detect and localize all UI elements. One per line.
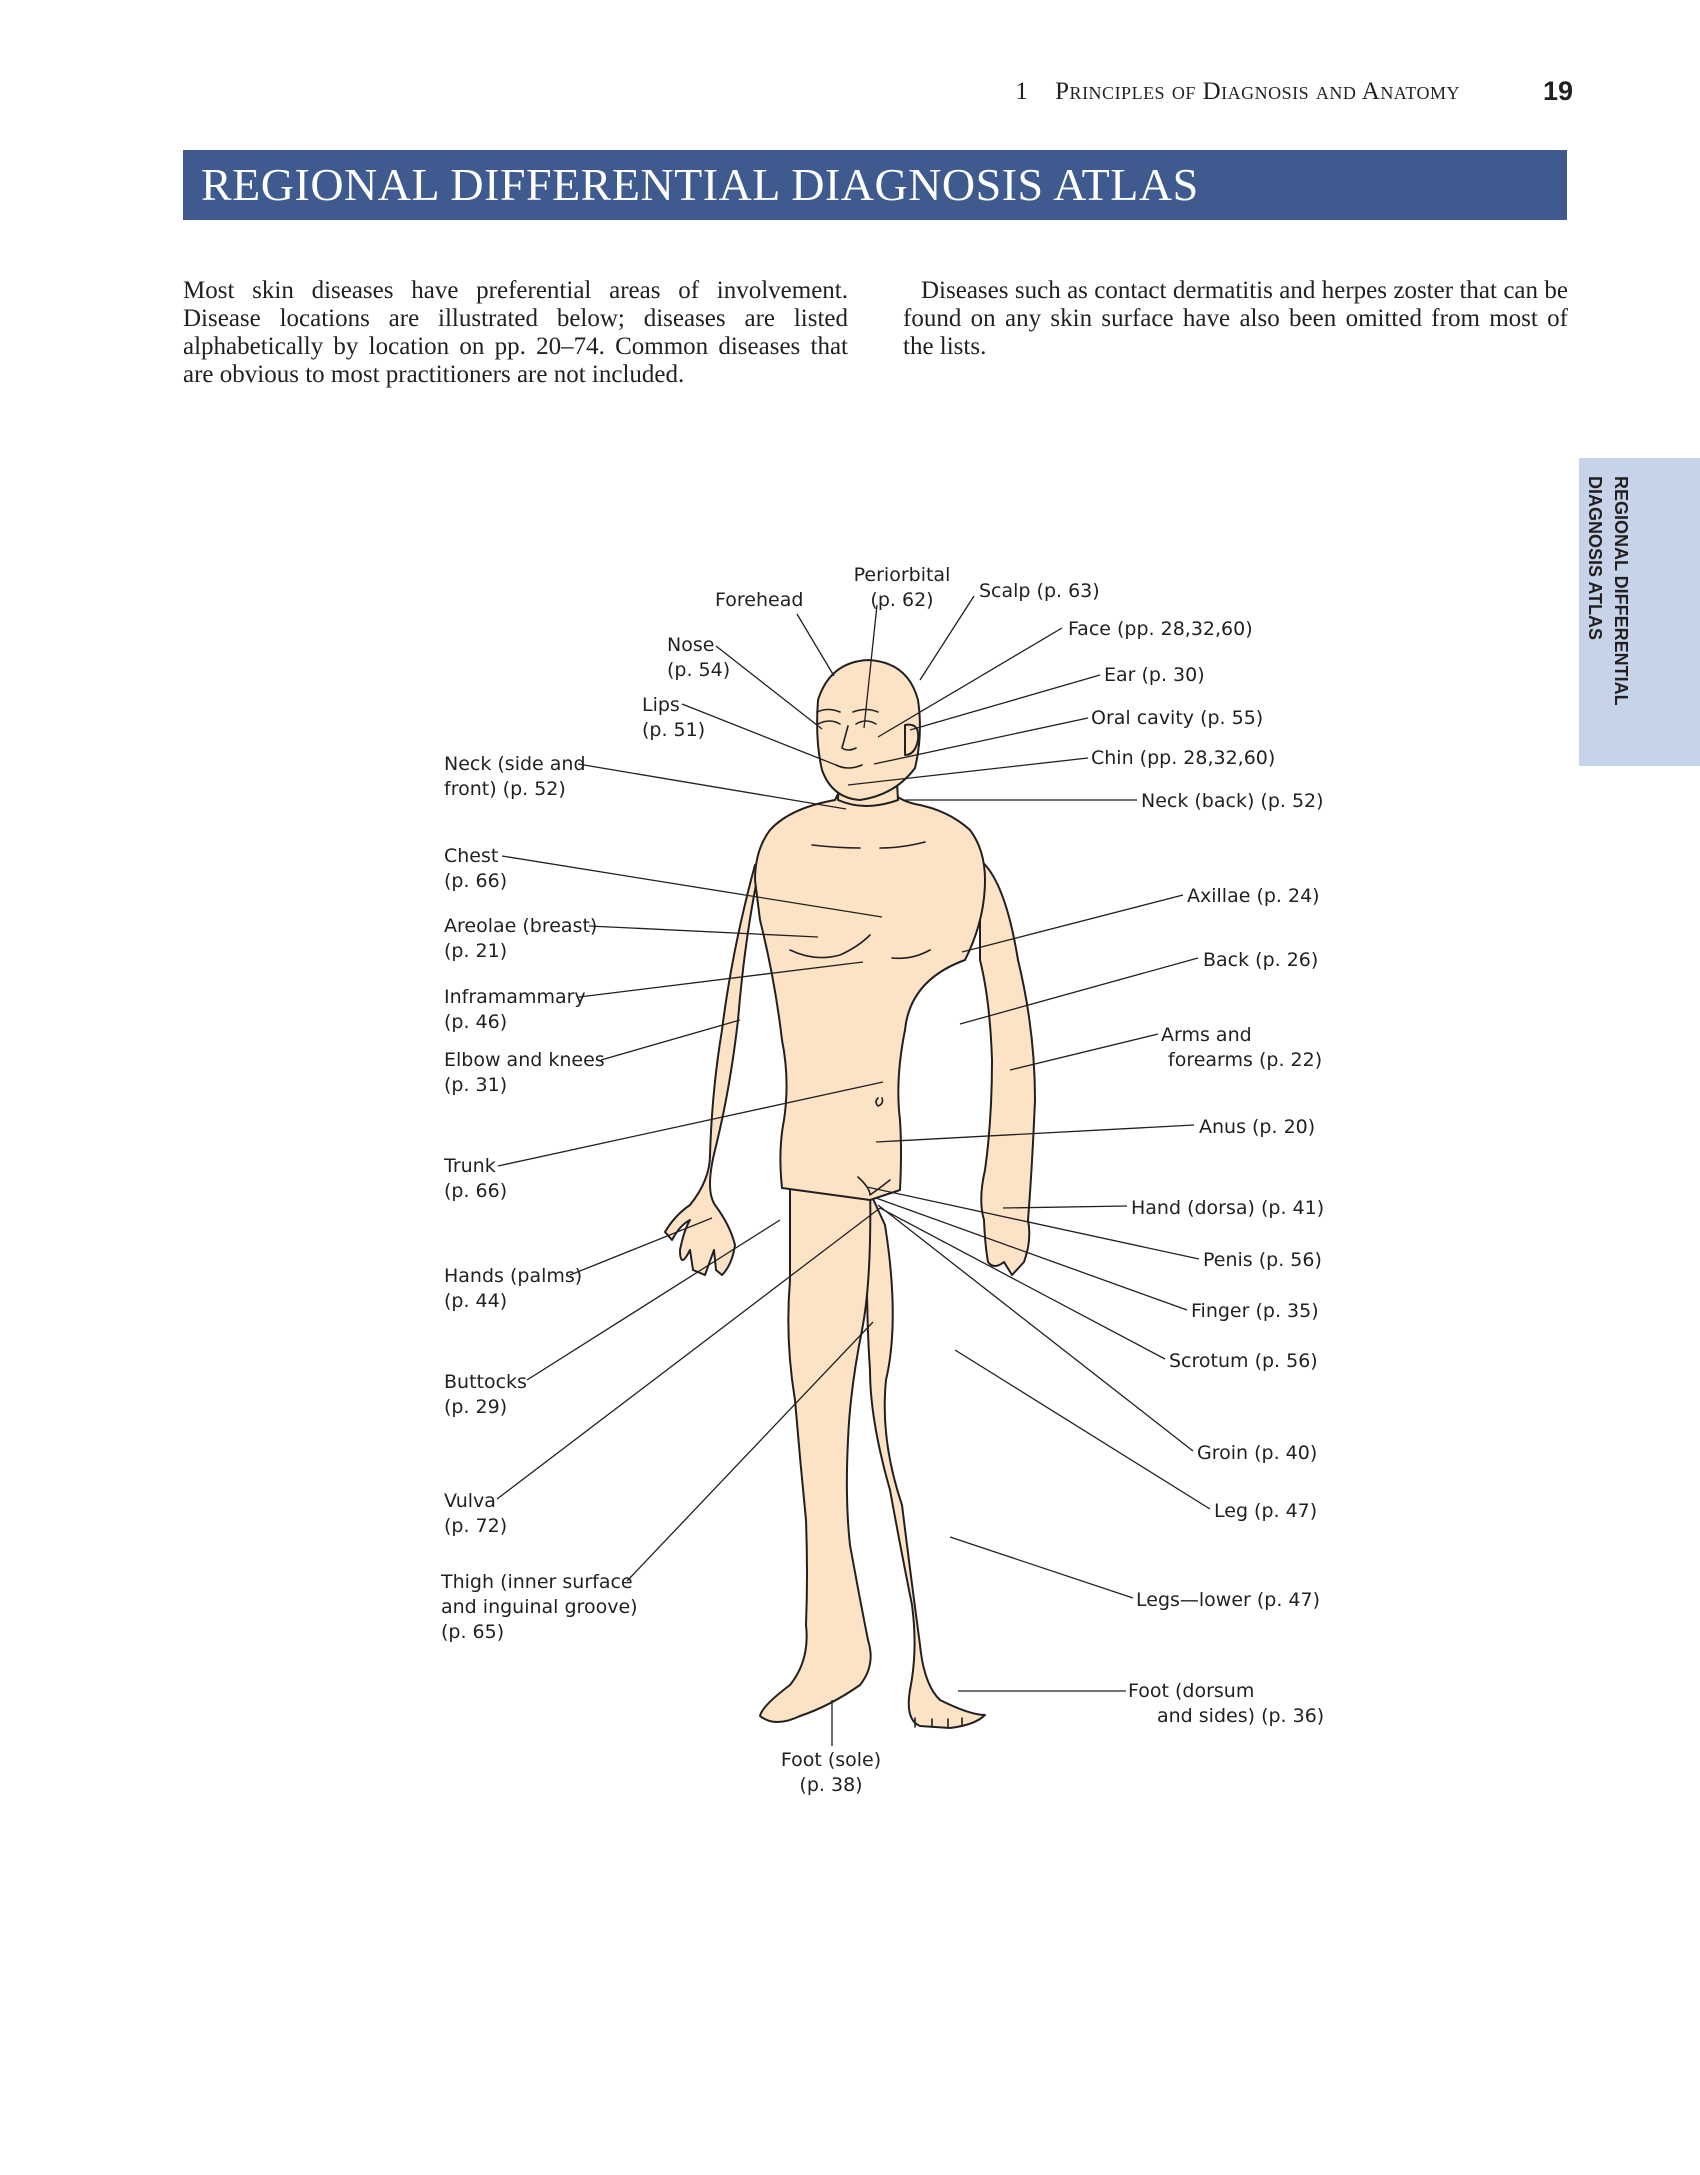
chapter-title: Principles of Diagnosis and Anatomy xyxy=(1055,78,1460,105)
side-tab-line-2: DIAGNOSIS ATLAS xyxy=(1585,476,1605,641)
label-foot-dorsum: Foot (dorsum and sides) (p. 36) xyxy=(1128,1680,1325,1727)
label-areolae: Areolae (breast) (p. 21) xyxy=(444,915,598,962)
label-leg: Leg (p. 47) xyxy=(1214,1500,1318,1522)
label-axillae: Axillae (p. 24) xyxy=(1187,885,1320,907)
label-arms: Arms and forearms (p. 22) xyxy=(1161,1024,1323,1071)
label-anus: Anus (p. 20) xyxy=(1199,1116,1316,1138)
label-finger: Finger (p. 35) xyxy=(1191,1300,1319,1322)
left-arm xyxy=(665,865,760,1275)
label-foot-sole: Foot (sole) (p. 38) xyxy=(780,1749,882,1796)
label-thigh: Thigh (inner surface and inguinal groove) (p. 65) xyxy=(441,1571,638,1643)
label-elbow: Elbow and knees (p. 31) xyxy=(444,1049,605,1096)
intro-paragraph-left: Most skin diseases have preferential areas of involvement. Disease locations are illustrated below; diseases are listed alphabetically by location on pp. 20–74. Common diseases that are obvious to most practitioners are not included. xyxy=(183,277,848,388)
page-number: 19 xyxy=(1543,76,1574,106)
label-back: Back (p. 26) xyxy=(1203,949,1319,971)
label-forehead: Forehead xyxy=(715,589,804,611)
section-banner: REGIONAL DIFFERENTIAL DIAGNOSIS ATLAS xyxy=(183,150,1567,220)
human-figure xyxy=(665,660,1035,1728)
label-scalp: Scalp (p. 63) xyxy=(979,580,1100,602)
label-hands-palms: Hands (palms) (p. 44) xyxy=(444,1265,583,1312)
label-neck-side: Neck (side and front) (p. 52) xyxy=(444,753,586,800)
label-scrotum: Scrotum (p. 56) xyxy=(1169,1350,1318,1372)
label-buttocks: Buttocks (p. 29) xyxy=(444,1371,527,1418)
label-periorbital: Periorbital (p. 62) xyxy=(853,564,951,611)
label-penis: Penis (p. 56) xyxy=(1203,1249,1322,1271)
chapter-number: 1 xyxy=(1015,78,1029,105)
right-leg xyxy=(867,1188,985,1728)
label-face: Face (pp. 28,32,60) xyxy=(1068,618,1253,640)
label-chest: Chest (p. 66) xyxy=(444,845,508,892)
label-ear: Ear (p. 30) xyxy=(1104,664,1205,686)
label-legs-lower: Legs—lower (p. 47) xyxy=(1136,1589,1321,1611)
side-tab-line-1: REGIONAL DIFFERENTIAL xyxy=(1611,476,1631,706)
label-oral-cavity: Oral cavity (p. 55) xyxy=(1091,707,1264,729)
label-groin: Groin (p. 40) xyxy=(1197,1442,1318,1464)
label-nose: Nose (p. 54) xyxy=(667,634,731,681)
label-chin: Chin (pp. 28,32,60) xyxy=(1091,747,1276,769)
label-hand-dorsa: Hand (dorsa) (p. 41) xyxy=(1131,1197,1325,1219)
label-trunk: Trunk (p. 66) xyxy=(444,1155,508,1202)
label-neck-back: Neck (back) (p. 52) xyxy=(1141,790,1324,812)
label-lips: Lips (p. 51) xyxy=(642,694,706,741)
intro-paragraph-right: Diseases such as contact dermatitis and herpes zoster that can be found on any skin surface have also been omitted from most of the lists. xyxy=(903,277,1568,360)
label-vulva: Vulva (p. 72) xyxy=(444,1490,508,1537)
left-leg xyxy=(760,1160,871,1722)
label-inframammary: Inframammary (p. 46) xyxy=(444,986,586,1033)
